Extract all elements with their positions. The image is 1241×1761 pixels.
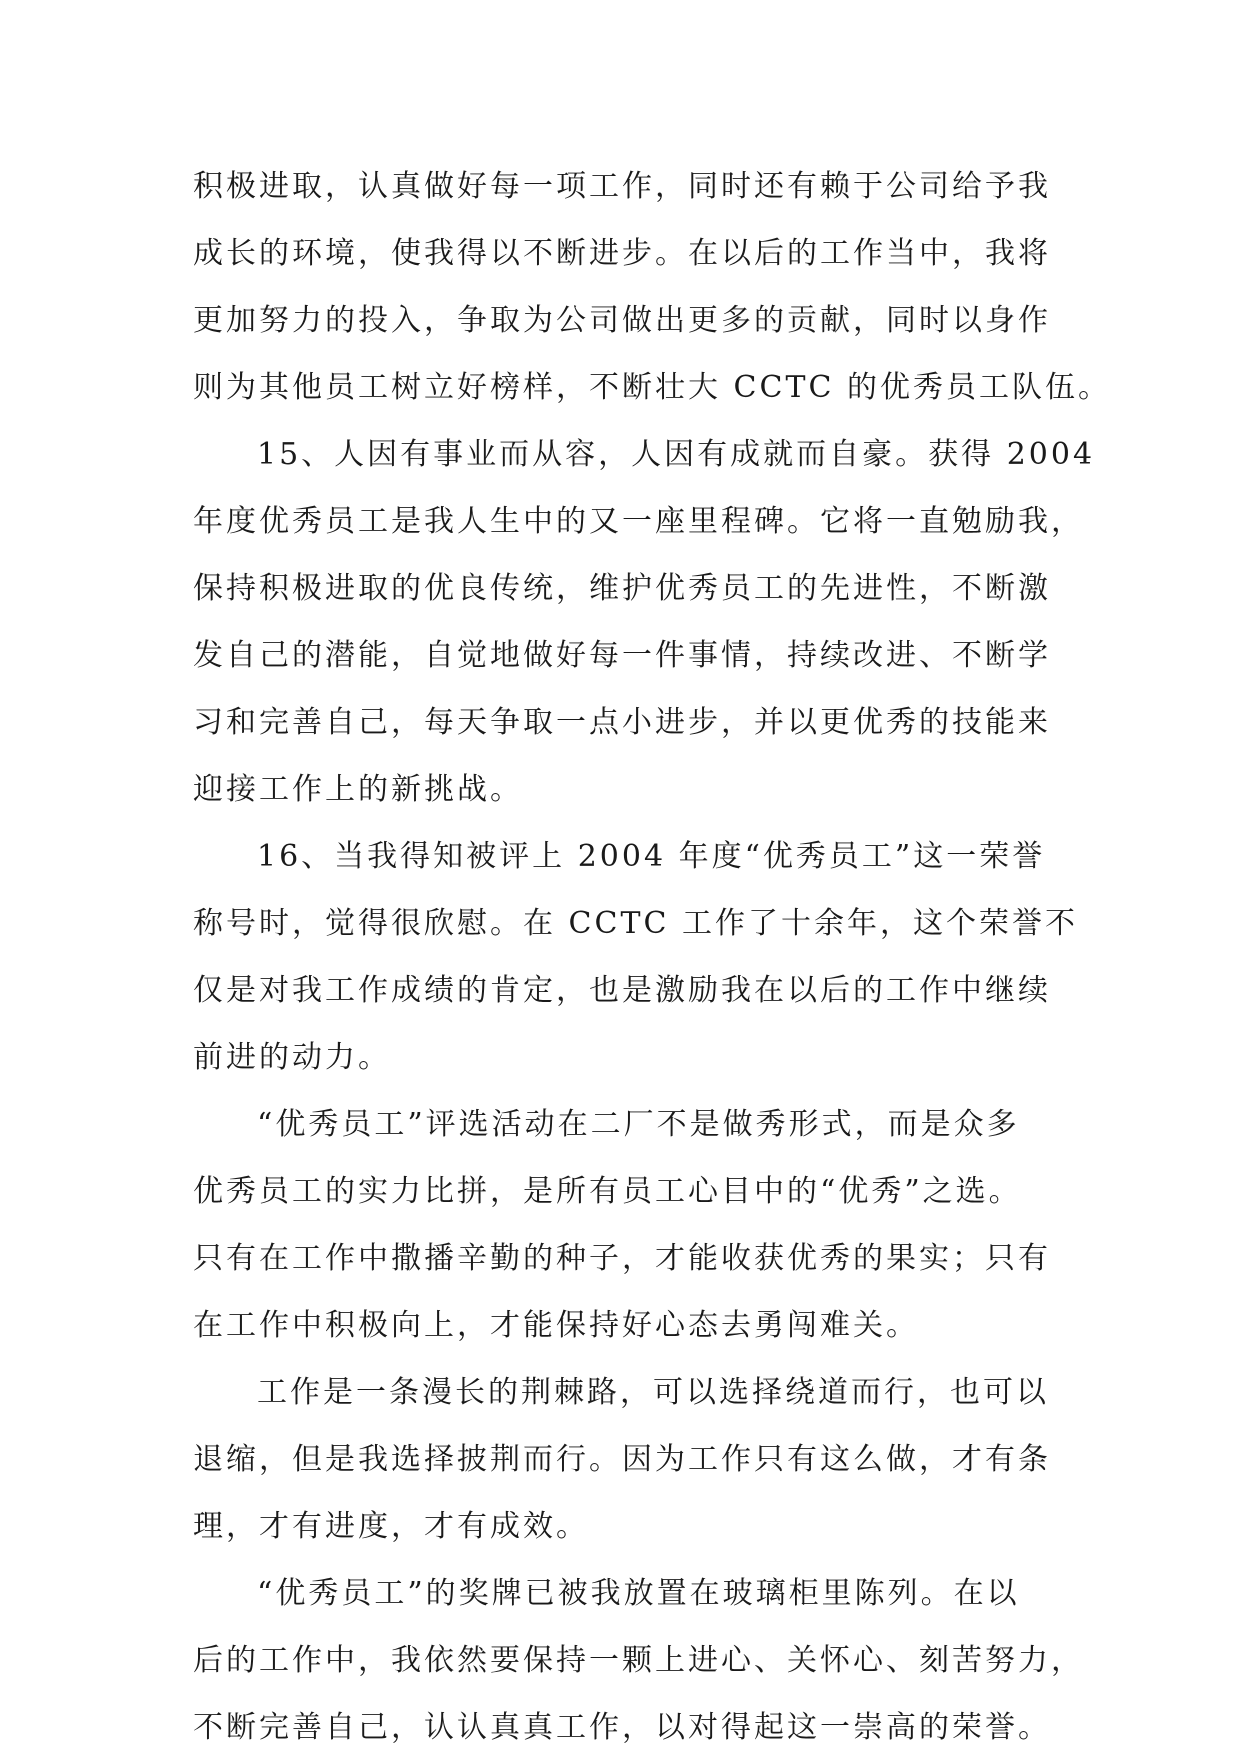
- paragraph-first-line: “优秀员工”评选活动在二厂不是做秀形式，而是众多: [257, 1107, 1020, 1142]
- text-line: 称号时，觉得很欣慰。在 CCTC 工作了十余年，这个荣誉不: [193, 906, 1078, 941]
- text-line: 优秀员工的实力比拼，是所有员工心目中的“优秀”之选。: [193, 1174, 1022, 1209]
- text-line: 积极进取，认真做好每一项工作，同时还有赖于公司给予我: [193, 169, 1051, 204]
- text-line: 退缩，但是我选择披荆而行。因为工作只有这么做，才有条: [193, 1442, 1051, 1477]
- text-line: 迎接工作上的新挑战。: [193, 772, 523, 807]
- text-line: 后的工作中，我依然要保持一颗上进心、关怀心、刻苦努力，: [193, 1643, 1084, 1678]
- paragraph-first-line: 工作是一条漫长的荆棘路，可以选择绕道而行，也可以: [257, 1375, 1049, 1410]
- text-line: 习和完善自己，每天争取一点小进步，并以更优秀的技能来: [193, 705, 1051, 740]
- text-line: 则为其他员工树立好榜样，不断壮大 CCTC 的优秀员工队伍。: [193, 370, 1111, 405]
- text-line: 前进的动力。: [193, 1040, 391, 1075]
- paragraph-first-line: 15、人因有事业而从容，人因有成就而自豪。获得 2004: [257, 437, 1096, 472]
- text-line: 发自己的潜能，自觉地做好每一件事情，持续改进、不断学: [193, 638, 1051, 673]
- text-line: 理，才有进度，才有成效。: [193, 1509, 589, 1544]
- paragraph-first-line: “优秀员工”的奖牌已被我放置在玻璃柜里陈列。在以: [257, 1576, 1020, 1611]
- paragraph-first-line: 16、当我得知被评上 2004 年度“优秀员工”这一荣誉: [257, 839, 1046, 874]
- text-line: 年度优秀员工是我人生中的又一座里程碑。它将一直勉励我，: [193, 504, 1084, 539]
- text-line: 只有在工作中撒播辛勤的种子，才能收获优秀的果实；只有: [193, 1241, 1051, 1276]
- text-line: 仅是对我工作成绩的肯定，也是激励我在以后的工作中继续: [193, 973, 1051, 1008]
- document-body: [193, 153, 1111, 1761]
- text-line: 在工作中积极向上，才能保持好心态去勇闯难关。: [193, 1308, 919, 1343]
- text-line: 更加努力的投入，争取为公司做出更多的贡献，同时以身作: [193, 303, 1051, 338]
- text-line: 成长的环境，使我得以不断进步。在以后的工作当中，我将: [193, 236, 1051, 271]
- text-line: 保持积极进取的优良传统，维护优秀员工的先进性，不断激: [193, 571, 1051, 606]
- text-line: 不断完善自己，认认真真工作，以对得起这一崇高的荣誉。: [193, 1710, 1051, 1745]
